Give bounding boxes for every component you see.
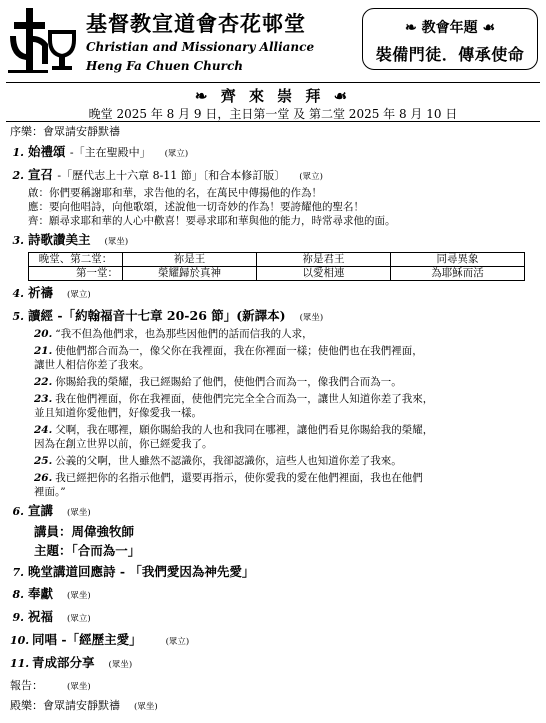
- responsive-reading-leader: 啟：你們要稱謝耶和華，求告他的名，在萬民中傳揚他的作為！: [28, 187, 322, 199]
- hymn-title: 以愛相連: [257, 267, 391, 281]
- hymn-title: 榮耀歸於真神: [123, 267, 257, 281]
- service-label: 第一堂：: [29, 267, 123, 281]
- church-name-english-line2: Heng Fa Chuen Church: [86, 59, 243, 73]
- prelude-line: 序樂：會眾請安靜默禱: [10, 125, 120, 138]
- item-title: 讀經: [28, 308, 54, 323]
- announcements-line: [10, 678, 540, 695]
- ornament-right-icon: ☙: [333, 87, 352, 105]
- hymn-row: [29, 253, 525, 267]
- verse-text: 父啊，我在哪裡，願你賜給我的人也和我同在哪裡，讓他們看見你賜給我的榮耀，: [55, 424, 434, 436]
- item-sing-together: 10. 同唱 -「經歷主愛」 (眾立): [10, 632, 190, 647]
- announcements-label: 報告：: [10, 679, 43, 692]
- header-divider: [6, 82, 540, 83]
- worship-date-line: 晚堂 2025 年 8 月 9 日，主日第一堂 及 第二堂 2025 年 8 月 10 日: [88, 107, 458, 121]
- verse-22: [10, 375, 540, 389]
- service-label: 晚堂、第二堂：: [29, 253, 123, 267]
- scripture-reference: -「約翰福音十七章 20-26 節」(新譯本): [57, 308, 286, 323]
- item-title: 奉獻: [28, 586, 54, 601]
- date-divider: [6, 121, 540, 122]
- scripture-reference: -「歷代志上十六章 8-11 節」〔和合本修訂版〕: [57, 169, 286, 182]
- item-offering: 8. 奉獻 (眾坐): [12, 586, 91, 601]
- posture-note: (眾坐): [108, 660, 133, 670]
- verse-number: 24.: [34, 424, 53, 436]
- item-blessing: 9. 祝福 (眾立): [12, 609, 91, 624]
- item-call-to-worship: 1. 始禮頌 -「主在聖殿中」 (眾立): [12, 144, 189, 159]
- item-youth-sharing: 11. 青成部分享 (眾坐): [10, 655, 133, 670]
- item-hymns: 3. 詩歌讚美主 (眾坐): [12, 232, 129, 247]
- item-response-hymn: 7. 晚堂講道回應詩 - 「我們愛因為神先愛」: [12, 564, 255, 579]
- annual-theme-motto: 裝備門徒．傳承使命: [375, 45, 525, 64]
- item-call-to-worship-reading: 2. 宣召 -「歷代志上十六章 8-11 節」〔和合本修訂版〕 (眾立): [12, 167, 323, 182]
- verse-number: 26.: [34, 472, 53, 484]
- item-title: 青成部分享: [32, 655, 95, 670]
- posture-note: (眾坐): [67, 682, 91, 692]
- item-title: 晚堂講道回應詩 - 「我們愛因為神先愛」: [28, 564, 255, 579]
- posture-note: (眾立): [165, 637, 190, 647]
- verse-text: 因為在創立世界以前，你已經愛我了。: [34, 438, 213, 450]
- posture-note: (眾坐): [104, 237, 129, 247]
- responsive-reading-response: 應：要向他唱詩，向他歌頌，述說他一切奇妙的作為！要誇耀他的聖名！: [28, 201, 364, 213]
- order-of-service: [10, 124, 540, 715]
- item-title: 祝福: [28, 609, 54, 624]
- hymn-title: 祢是君王: [257, 253, 391, 267]
- posture-note: (眾立): [67, 290, 91, 300]
- verse-26: [10, 471, 540, 499]
- church-name-chinese: 基督教宣道會杏花邨堂: [86, 11, 306, 36]
- annual-theme-label: 教會年題: [421, 20, 478, 36]
- ornament-left-icon: ❧: [404, 20, 417, 36]
- worship-title: 齊 來 崇 拜: [220, 87, 325, 105]
- church-name-english-line1: Christian and Missionary Alliance: [86, 40, 315, 54]
- cma-cross-logo-icon: [6, 6, 78, 76]
- verse-number: 23.: [34, 393, 53, 405]
- verse-25: [10, 454, 540, 468]
- hymn-row: [29, 267, 525, 281]
- verse-text: “我不但為他們求，也為那些因他們的話而信我的人求，: [55, 328, 313, 340]
- posture-note: (眾立): [164, 149, 189, 159]
- posture-note: (眾立): [299, 172, 323, 182]
- item-title: 詩歌讚美主: [28, 232, 91, 247]
- song-title: -「經歷主愛」: [61, 632, 142, 647]
- sermon-topic: 主題：「合而為一」: [34, 543, 141, 558]
- item-title: 宣召: [28, 167, 54, 182]
- posture-note: (眾坐): [134, 702, 158, 712]
- verse-text: 使他們都合而為一，像父你在我裡面，我在你裡面一樣；使他們也在我們裡面，: [55, 345, 423, 357]
- verse-23: [10, 392, 540, 420]
- posture-note: (眾坐): [299, 313, 324, 323]
- verse-24: [10, 423, 540, 451]
- hymn-title: 同尋異象: [391, 253, 525, 267]
- item-title: 同唱: [32, 632, 58, 647]
- song-title: -「主在聖殿中」: [69, 146, 151, 159]
- verse-21: [10, 344, 540, 372]
- verse-text: 裡面。”: [34, 486, 66, 498]
- item-prayer: 4. 祈禱 (眾立): [12, 285, 91, 300]
- verse-text: 並且知道你愛他們，好像愛我一樣。: [34, 407, 202, 419]
- verse-number: 20.: [34, 328, 53, 340]
- verse-number: 25.: [34, 455, 53, 467]
- bulletin-header: [0, 0, 546, 82]
- postlude-line: [10, 698, 540, 715]
- verse-number: 21.: [34, 345, 53, 357]
- responsive-reading-together: 齊：願尋求耶和華的人心中歡喜！要尋求耶和華與他的能力，時常尋求他的面。: [28, 215, 396, 227]
- item-title: 宣講: [28, 503, 54, 518]
- item-scripture-reading: 5. 讀經 -「約翰福音十七章 20-26 節」(新譯本) (眾坐): [12, 308, 324, 323]
- item-title: 始禮頌: [28, 144, 66, 159]
- ornament-right-icon: ☙: [482, 20, 496, 36]
- hymn-title: 為耶穌而活: [391, 267, 525, 281]
- annual-theme-box: [362, 8, 538, 70]
- hymn-table: [28, 252, 525, 281]
- posture-note: (眾坐): [67, 591, 91, 601]
- ornament-left-icon: ❧: [194, 87, 212, 105]
- verse-number: 22.: [34, 376, 53, 388]
- verse-20: [10, 327, 540, 341]
- item-sermon: 6. 宣講 (眾坐): [12, 503, 91, 518]
- hymn-title: 祢是王: [123, 253, 257, 267]
- verse-text: 我已經把你的名指示他們，還要再指示，使你愛我的愛在他們裡面，我也在他們: [55, 472, 423, 484]
- posture-note: (眾坐): [67, 508, 91, 518]
- verse-text: 我在他們裡面，你在我裡面，使他們完完全全合而為一，讓世人知道你差了我來，: [55, 393, 434, 405]
- verse-text: 讓世人相信你差了我來。: [34, 359, 150, 371]
- item-title: 祈禱: [28, 285, 54, 300]
- posture-note: (眾立): [67, 614, 91, 624]
- verse-text: 公義的父啊，世人雖然不認識你，我卻認識你，這些人也知道你差了我來。: [55, 455, 402, 467]
- postlude-label: 殿樂：會眾請安靜默禱: [10, 699, 120, 712]
- sermon-speaker: 講員：周偉強牧師: [34, 524, 135, 539]
- verse-text: 你賜給我的榮耀，我已經賜給了他們，使他們合而為一，像我們合而為一。: [55, 376, 402, 388]
